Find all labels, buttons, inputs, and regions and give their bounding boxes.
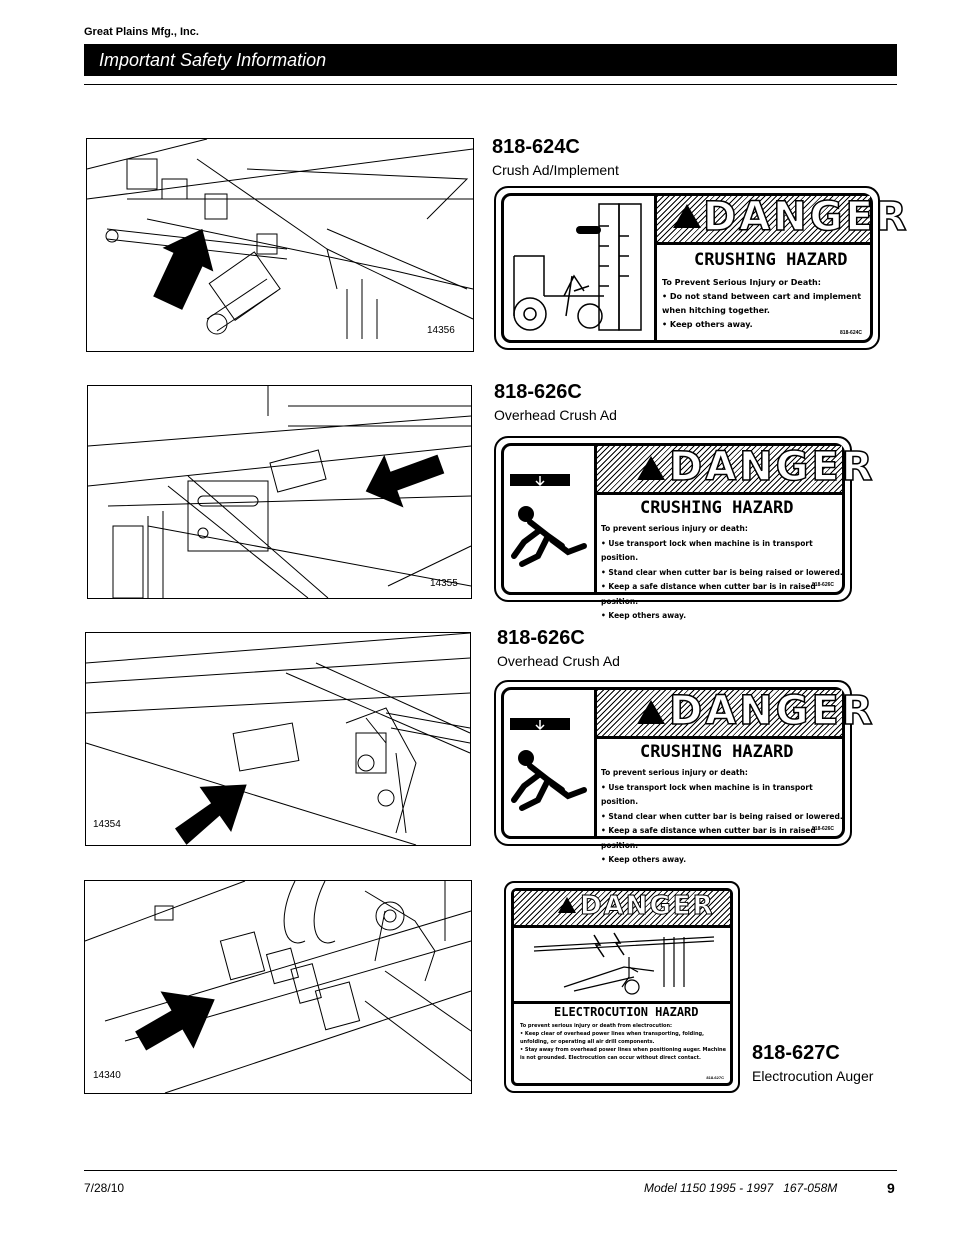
danger-decal-818-627C <box>504 881 740 1093</box>
decal-description: Electrocution Auger <box>752 1068 874 1084</box>
figure-number: 14354 <box>93 819 121 830</box>
danger-decal-818-626C-2 <box>494 680 876 864</box>
warning-triangle-icon <box>637 700 665 724</box>
danger-header <box>597 444 876 495</box>
hazard-title: ELECTROCUTION HAZARD <box>554 1005 699 1019</box>
decal-description: Overhead Crush Ad <box>497 653 620 669</box>
signal-word: DANGER <box>580 891 715 921</box>
decal-description: Crush Ad/Implement <box>492 162 619 178</box>
header-rule <box>84 84 897 85</box>
section-banner <box>84 44 897 76</box>
danger-header <box>657 194 910 245</box>
warning-triangle-icon <box>673 204 701 228</box>
crushing-pictogram <box>504 196 654 340</box>
decal-bullet: • Stand clear when cutter bar is being raised or lowered. <box>601 811 843 821</box>
signal-word: DANGER <box>669 444 876 490</box>
photo-drawing-4 <box>85 881 471 1093</box>
photo-figure-2 <box>87 385 472 599</box>
decal-bullet: • Keep clear of overhead power lines when transporting, folding, unfolding, or operating all air drill components. <box>520 1031 705 1045</box>
decal-code: 818-626C <box>497 627 585 649</box>
photo-drawing-2 <box>88 386 471 598</box>
decal-code: 818-626C <box>494 381 582 403</box>
decal-intro: To prevent serious injury or death from electrocution: <box>520 1023 673 1029</box>
figure-number: 14356 <box>427 325 455 336</box>
company-name: Great Plains Mfg., Inc. <box>84 26 199 38</box>
decal-part-label: 818-626C <box>812 826 834 832</box>
footer-model: Model 1150 1995 - 1997 167-058M <box>644 1181 838 1195</box>
decal-part-label: 818-626C <box>812 582 834 588</box>
danger-decal-818-626C <box>494 436 876 620</box>
danger-header <box>597 688 876 739</box>
electrocution-pictogram <box>514 927 730 1001</box>
footer-rule <box>84 1170 897 1171</box>
decal-bullet: • Do not stand between cart and implement when hitching together. <box>662 292 862 315</box>
decal-code: 818-627C <box>752 1042 840 1064</box>
figure-number: 14355 <box>430 578 458 589</box>
overhead-crush-pictogram <box>504 690 594 836</box>
decal-code: 818-624C <box>492 136 580 158</box>
overhead-crush-pictogram <box>504 446 594 592</box>
decal-part-label: 818-624C <box>840 330 862 336</box>
decal-bullet: • Use transport lock when machine is in transport position. <box>601 538 813 562</box>
decal-bullet: • Keep others away. <box>601 611 687 620</box>
warning-triangle-icon <box>558 897 576 913</box>
decal-bullet: • Keep a safe distance when cutter bar is in raised position. <box>601 826 816 850</box>
warning-triangle-icon <box>637 456 665 480</box>
photo-figure-1 <box>86 138 474 352</box>
decal-description: Overhead Crush Ad <box>494 407 617 423</box>
decal-part-label: 818-627C <box>706 1075 724 1080</box>
decal-bullet: • Use transport lock when machine is in transport position. <box>601 782 813 806</box>
decal-bullet: • Stay away from overhead power lines when positioning auger. Machine is not grounded. Electrocution can occur without direct contact. <box>520 1047 727 1061</box>
photo-drawing-1 <box>87 139 473 351</box>
hazard-title: CRUSHING HAZARD <box>640 742 794 762</box>
page-number: 9 <box>887 1180 895 1196</box>
hazard-title: CRUSHING HAZARD <box>640 498 794 518</box>
section-title: Important Safety Information <box>99 50 327 70</box>
danger-header <box>514 891 730 928</box>
decal-bullet: • Keep others away. <box>662 320 753 329</box>
signal-word: DANGER <box>669 688 876 734</box>
figure-number: 14340 <box>93 1070 121 1081</box>
decal-bullet: • Keep a safe distance when cutter bar is in raised position. <box>601 582 816 606</box>
danger-decal-818-624C <box>494 186 910 350</box>
photo-figure-3 <box>85 632 471 846</box>
footer-date: 7/28/10 <box>84 1181 125 1195</box>
hazard-title: CRUSHING HAZARD <box>694 250 848 270</box>
decal-intro: To prevent serious injury or death: <box>601 768 748 777</box>
photo-drawing-3 <box>86 633 470 845</box>
decal-bullet: • Keep others away. <box>601 855 687 864</box>
decal-intro: To prevent serious injury or death: <box>601 524 748 533</box>
photo-figure-4 <box>84 880 472 1094</box>
signal-word: DANGER <box>703 194 910 240</box>
decal-intro: To Prevent Serious Injury or Death: <box>662 278 821 287</box>
decal-bullet: • Stand clear when cutter bar is being raised or lowered. <box>601 567 843 577</box>
